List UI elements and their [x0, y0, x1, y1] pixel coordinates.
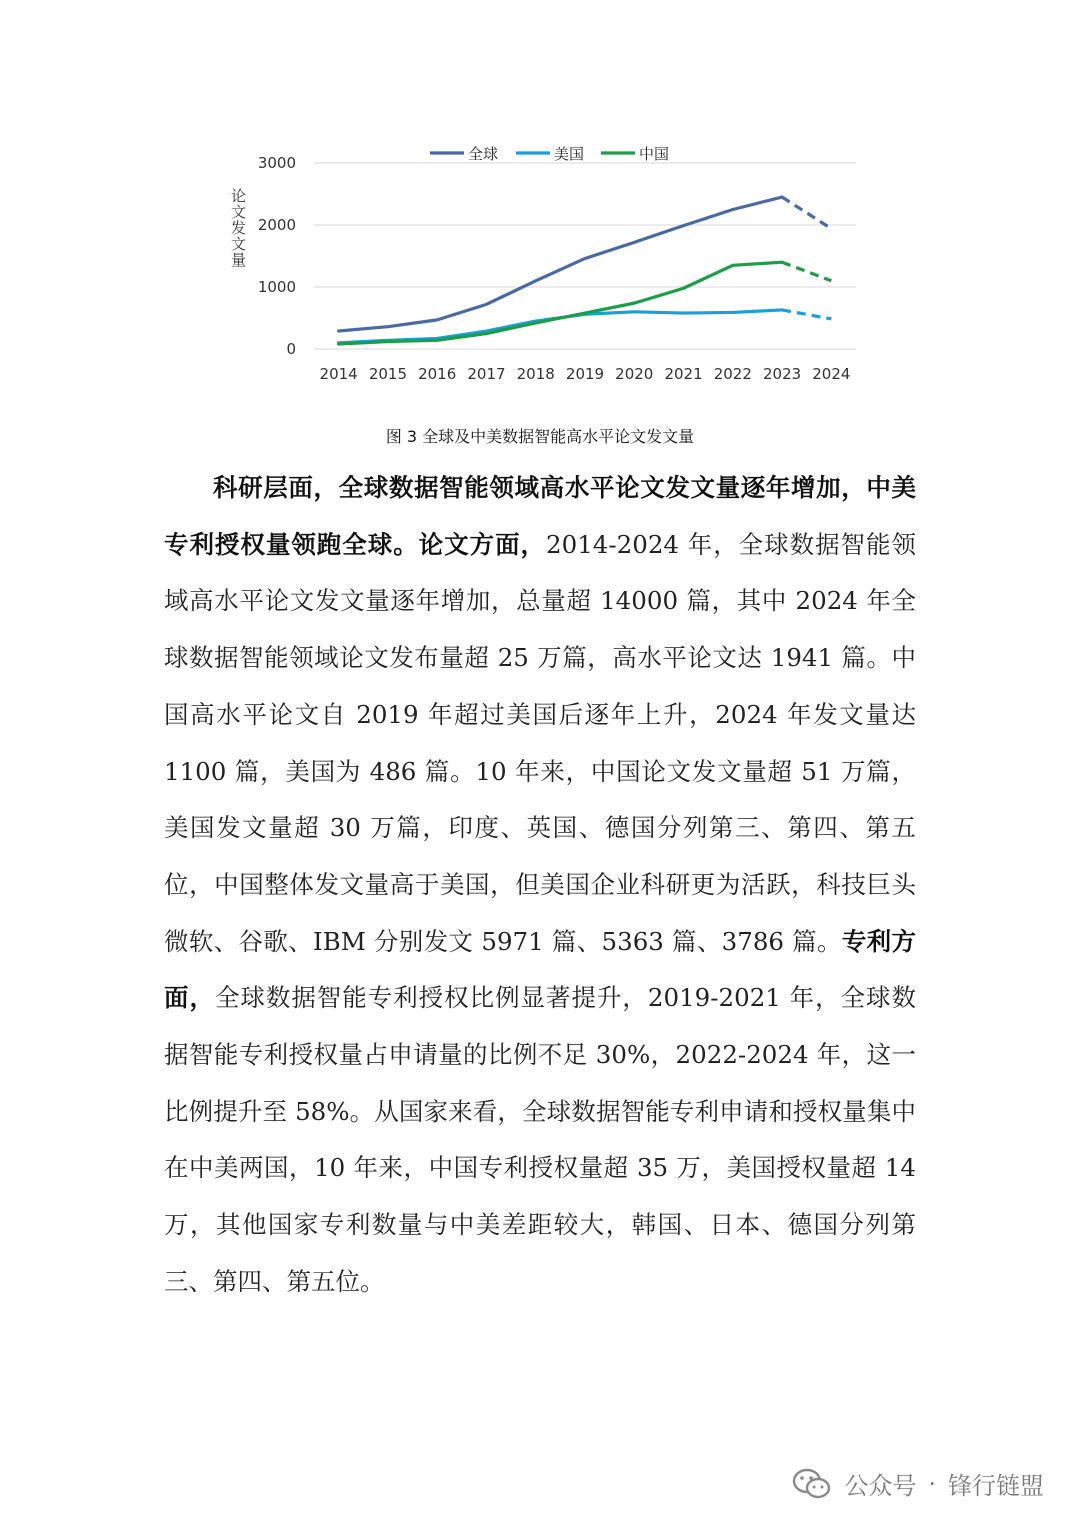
- x-axis-ticks: [320, 365, 851, 383]
- series-lines: [339, 197, 832, 344]
- paper-section-text: 2014-2024 年，全球数据智能领域高水平论文发文量逐年增加，总量超 14000 篇，其中 2024 年全球数据智能领域论文发布量超 25 万篇，高水平论文达 1941 篇。中国高水平论文自 2019 年超过美国后逐年上升，2024 年发文量达 1100 篇，美国为 486 篇。10 年来，中国论文发文量超 51 万篇，美国发文量超 30 万篇，印度、英国、德国分列第三、第四、第五位，中国整体发文量高于美国，但美国企业科研更为活跃，科技巨头微软、谷歌、IBM 分别发文 5971 篇、5363 篇、3786 篇。: [164, 529, 916, 956]
- x-tick-label: 2020: [615, 365, 654, 383]
- x-tick-label: 2023: [762, 365, 802, 383]
- x-tick-label: 2015: [368, 365, 408, 383]
- patent-section-heading: 专利方面，: [164, 926, 917, 1013]
- x-tick-label: 2014: [319, 365, 358, 383]
- y-axis-ticks: [258, 154, 296, 358]
- y-tick-label: 1000: [257, 278, 296, 296]
- chart-gridlines: [314, 163, 856, 349]
- wechat-icon: [792, 1467, 832, 1501]
- footer-account: 锋行链盟: [948, 1472, 1044, 1500]
- series-line-3: [339, 262, 782, 344]
- legend-label: 中国: [639, 145, 670, 163]
- series-line-1: [339, 197, 782, 331]
- x-tick-label: 2018: [516, 365, 555, 383]
- watermark-footer: [792, 1466, 1044, 1501]
- x-tick-label: 2019: [565, 365, 605, 383]
- x-tick-label: 2017: [467, 365, 506, 383]
- x-tick-label: 2021: [664, 365, 703, 383]
- legend-label: 美国: [554, 145, 585, 163]
- x-tick-label: 2016: [418, 365, 457, 383]
- body-paragraph: [164, 460, 916, 1311]
- y-axis-label: [229, 188, 247, 268]
- footer-platform: 公众号: [844, 1472, 917, 1500]
- y-tick-label: 3000: [257, 154, 296, 172]
- chart-legend: [430, 145, 669, 163]
- series-line-2: [339, 310, 782, 343]
- figure-caption: 图 3 全球及中美数据智能高水平论文发文量: [385, 427, 695, 446]
- patent-section-text: 全球数据智能专利授权比例显著提升，2019-2021 年，全球数据智能专利授权量占申请量的比例不足 30%，2022-2024 年，这一比例提升至 58%。从国家来看，全球数据智能专利申请和授权量集中在中美两国，10 年来，中国专利授权量超 35 万，美国授权量超 14 万，其他国家专利数量与中美差距较大，韩国、日本、德国分列第三、第四、第五位。: [164, 983, 917, 1296]
- series-projection-3: [782, 262, 831, 281]
- x-tick-label: 2022: [713, 365, 752, 383]
- lead-bold-text: 科研层面，全球数据智能领域高水平论文发文量逐年增加，中美专利授权量领跑全球。论文方面，: [164, 473, 916, 559]
- line-chart: [0, 0, 1080, 410]
- footer-separator: ·: [928, 1469, 936, 1498]
- series-projection-2: [782, 310, 831, 319]
- legend-label: 全球: [468, 145, 499, 163]
- y-axis-label-text: 论文发文量: [229, 188, 247, 268]
- y-tick-label: 0: [286, 340, 296, 358]
- x-tick-label: 2024: [812, 365, 851, 383]
- series-projection-1: [782, 197, 831, 229]
- y-tick-label: 2000: [257, 216, 296, 234]
